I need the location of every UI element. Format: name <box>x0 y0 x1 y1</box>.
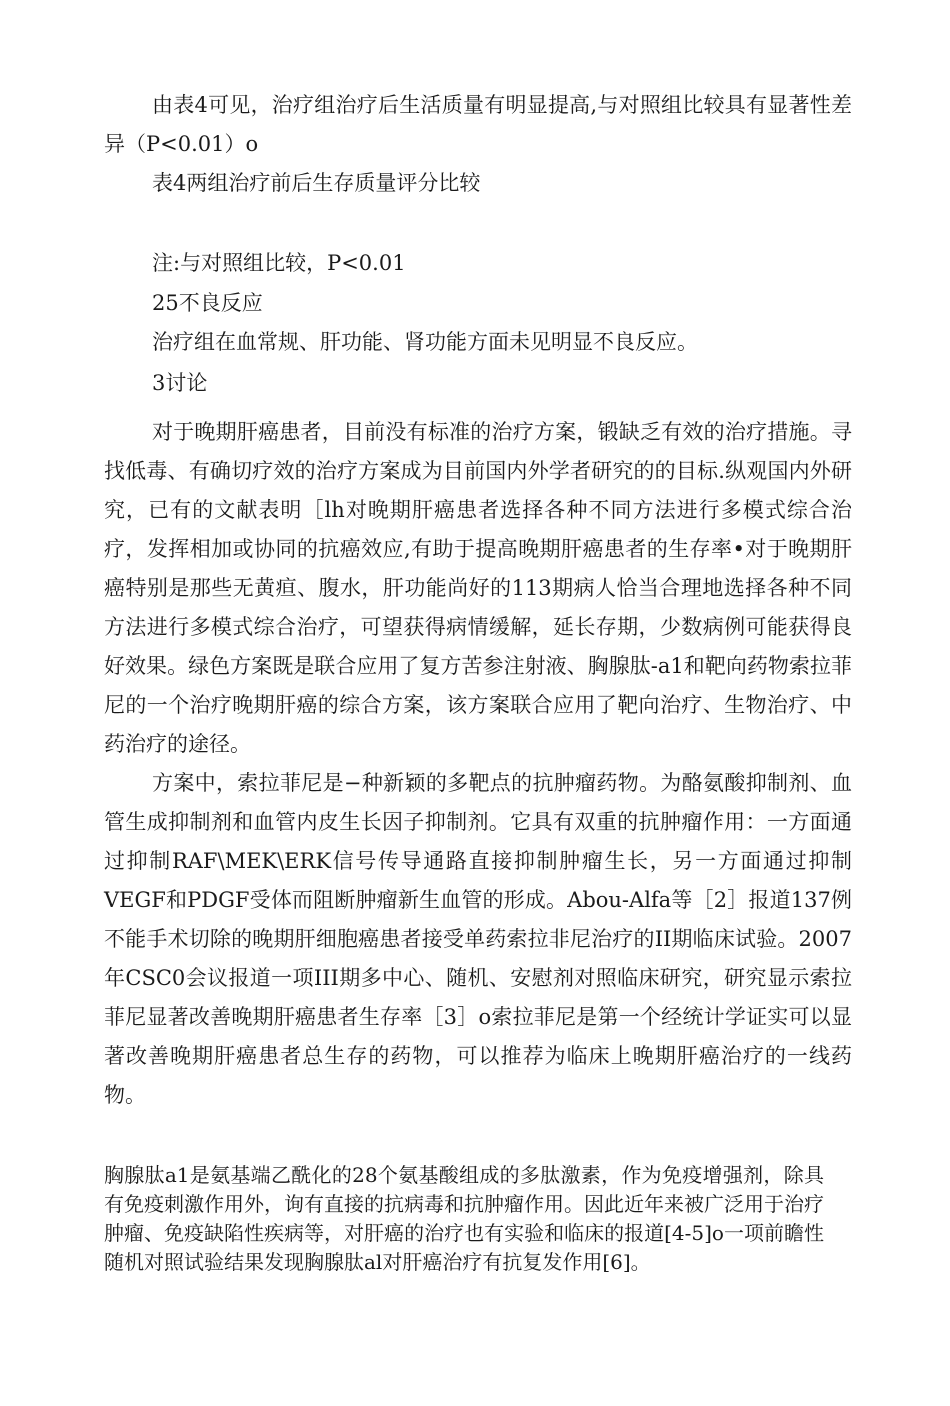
adverse-reactions-paragraph: 治疗组在血常规、肝功能、肾功能方面未见明显不良反应。 <box>152 330 698 354</box>
section-heading-discussion: 3讨论 <box>152 371 208 395</box>
result-paragraph: 由表4可见，治疗组治疗后生活质量有明显提高,与对照组比较具有显著性差异（P<0.01）o <box>104 93 852 156</box>
table-note: 注:与对照组比较，P<0.01 <box>152 251 406 275</box>
discussion-paragraph-2: 方案中，索拉菲尼是−种新颖的多靶点的抗肿瘤药物。为酪氨酸抑制剂、血管生成抑制剂和血管内皮生长因子抑制剂。它具有双重的抗肿瘤作用：一方面通过抑制RAF\MEK\ERK信号传导通路直接抑制肿瘤生长，另一方面通过抑制VEGF和PDGF受体而阻断肿瘤新生血管的形成。Abou-Alfa等［2］报道137例不能手术切除的晚期肝细胞癌患者接受单药索拉非尼治疗的II期临床试验。2007年CSC0会议报道一项III期多中心、随机、安慰剂对照临床研究，研究显示索拉菲尼显著改善晚期肝癌患者生存率［3］o索拉菲尼是第一个经统计学证实可以显著改善晚期肝癌患者总生存的药物，可以推荐为临床上晚期肝癌治疗的一线药物。 <box>104 771 852 1107</box>
discussion-paragraph-1: 对于晚期肝癌患者，目前没有标准的治疗方案，锻缺乏有效的治疗措施。寻找低毒、有确切疗效的治疗方案成为目前国内外学者研究的的目标.纵观国内外研究，已有的文献表明［lh对晚期肝癌患者选择各种不同方法进行多模式综合治疗，发挥相加或协同的抗癌效应,有助于提高晚期肝癌患者的生存率•对于晚期肝癌特别是那些无黄疸、腹水，肝功能尚好的113期病人恰当合理地选择各种不同方法进行多模式综合治疗，可望获得病情缓解，延长存期，少数病例可能获得良好效果。绿色方案既是联合应用了复方苦参注射液、胸腺肽-a1和靶向药物索拉菲尼的一个治疗晚期肝癌的综合方案，该方案联合应用了靶向治疗、生物治疗、中药治疗的途径。 <box>104 420 852 756</box>
thymosin-paragraph: 胸腺肽a1是氨基端乙酰化的28个氨基酸组成的多肽激素，作为免疫增强剂，除具有免疫刺激作用外，询有直接的抗病毒和抗肿瘤作用。因此近年来被广泛用于治疗肿瘤、免疫缺陷性疾病等，对肝癌的治疗也有实验和临床的报道[4-5]o一项前瞻性随机对照试验结果发现胸腺肽al对肝癌治疗有抗复发作用[6]。 <box>104 1163 824 1274</box>
table-caption: 表4两组治疗前后生存质量评分比较 <box>152 171 481 195</box>
section-heading-adverse-reactions: 25不良反应 <box>152 291 263 315</box>
